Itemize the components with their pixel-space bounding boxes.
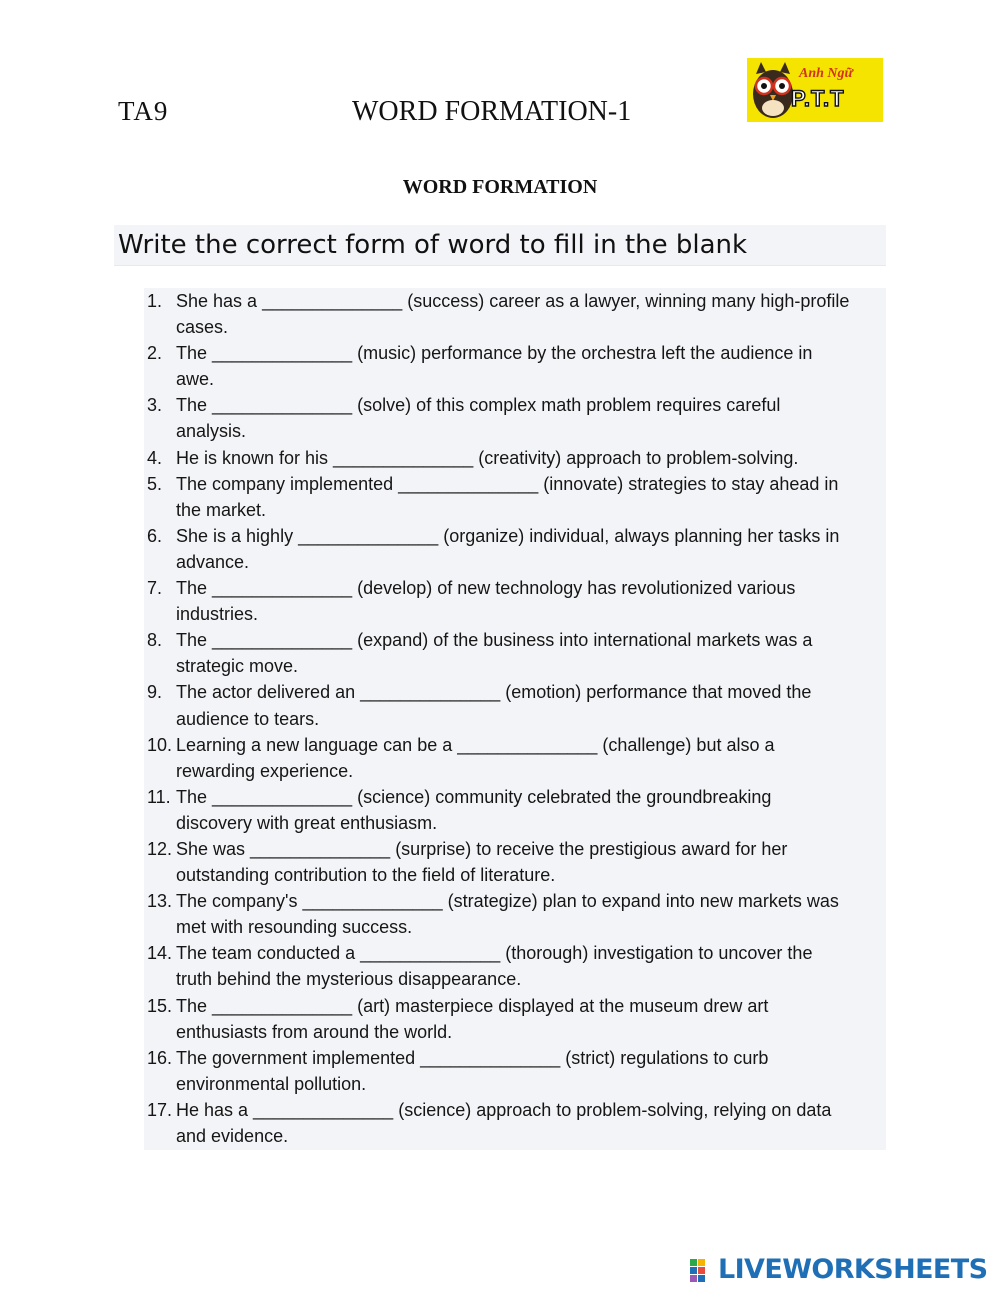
question-number: 1. [147, 291, 163, 311]
instruction-banner: Write the correct form of word to fill in the blank [114, 225, 886, 266]
question-item [144, 392, 886, 444]
question-item [144, 445, 886, 471]
question-text: The ______________ (art) masterpiece displayed at the museum drew art [176, 995, 769, 1016]
question-number: 4. [147, 447, 163, 468]
question-text: He is known for his ______________ (creativity) approach to problem-solving. [176, 447, 799, 468]
question-number: 6. [147, 525, 163, 546]
question-text-cont: the market. [176, 499, 267, 520]
question-item [144, 732, 886, 784]
question-number: 12. [147, 838, 173, 859]
question-item [144, 471, 886, 523]
question-text: The actor delivered an ______________ (emotion) performance that moved the [176, 682, 812, 703]
question-text: She is a highly ______________ (organize) individual, always planning her tasks in [176, 525, 840, 546]
worksheet-title: WORD FORMATION-1 [352, 96, 632, 127]
question-list [144, 288, 886, 1150]
question-item [144, 1045, 886, 1097]
logo-main-text: P.T.T [791, 86, 845, 111]
worksheet-code: TA9 [118, 96, 169, 126]
question-text: He has a ______________ (science) approach to problem-solving, relying on data [176, 1099, 832, 1120]
question-item [144, 627, 886, 679]
question-text-cont: awe. [176, 369, 215, 390]
question-text: The ______________ (develop) of new technology has revolutionized various [176, 578, 796, 599]
logo-top-text: Anh Ngữ [799, 66, 853, 81]
question-text-cont: advance. [176, 551, 250, 572]
question-item [144, 575, 886, 627]
question-text: The company's ______________ (strategize) plan to expand into new markets was [176, 891, 839, 912]
question-text: She has a ______________ (success) career as a lawyer, winning many high-profile [176, 291, 850, 311]
question-text: The ______________ (solve) of this complex math problem requires careful [176, 395, 781, 416]
question-number: 2. [147, 343, 163, 364]
question-text-cont: industries. [176, 604, 259, 625]
question-text-cont: strategic move. [176, 656, 299, 677]
question-text: The ______________ (science) community celebrated the groundbreaking [176, 786, 772, 807]
question-text-cont: enthusiasts from around the world. [176, 1021, 453, 1042]
question-number: 14. [147, 943, 173, 964]
question-item [144, 340, 886, 392]
question-item [144, 1097, 886, 1149]
liveworksheets-wordmark: LIVEWORKSHEETS [718, 1254, 988, 1285]
question-text-cont: outstanding contribution to the field of literature. [176, 865, 556, 886]
question-text: The ______________ (expand) of the business into international markets was a [176, 630, 813, 651]
question-text-cont: discovery with great enthusiasm. [176, 812, 438, 833]
question-number: 17. [147, 1099, 173, 1120]
question-number: 16. [147, 1047, 173, 1068]
question-text: The team conducted a ______________ (thorough) investigation to uncover the [176, 943, 813, 964]
question-text-cont: truth behind the mysterious disappearance. [176, 969, 522, 990]
question-number: 3. [147, 395, 163, 416]
section-subheading: WORD FORMATION [402, 176, 598, 198]
liveworksheets-logo[interactable] [690, 1256, 990, 1286]
question-number: 5. [147, 473, 163, 494]
question-text: The government implemented ______________ (strict) regulations to curb [176, 1047, 769, 1068]
question-number: 8. [147, 630, 163, 651]
liveworksheets-logo-icon [690, 1259, 714, 1283]
question-text: The company implemented ______________ (innovate) strategies to stay ahead in [176, 473, 839, 494]
question-text-cont: and evidence. [176, 1126, 289, 1146]
question-item [144, 288, 886, 340]
question-item [144, 836, 886, 888]
question-item [144, 523, 886, 575]
question-item [144, 940, 886, 992]
school-logo [747, 58, 883, 122]
question-item [144, 888, 886, 940]
question-text-cont: audience to tears. [176, 708, 320, 729]
question-item [144, 679, 886, 731]
question-number: 9. [147, 682, 163, 703]
question-text-cont: rewarding experience. [176, 760, 354, 781]
question-text-cont: analysis. [176, 421, 247, 442]
question-text-cont: met with resounding success. [176, 917, 413, 938]
question-item [144, 993, 886, 1045]
question-text-cont: environmental pollution. [176, 1073, 367, 1094]
question-text: She was ______________ (surprise) to receive the prestigious award for her [176, 838, 788, 859]
question-number: 13. [147, 891, 173, 912]
question-text: Learning a new language can be a ______________ (challenge) but also a [176, 734, 775, 755]
question-item [144, 784, 886, 836]
question-number: 7. [147, 578, 163, 599]
question-number: 15. [147, 995, 173, 1016]
question-number: 10. [147, 734, 173, 755]
question-number: 11. [147, 786, 171, 807]
question-text: The ______________ (music) performance by the orchestra left the audience in [176, 343, 813, 364]
question-text-cont: cases. [176, 317, 229, 338]
